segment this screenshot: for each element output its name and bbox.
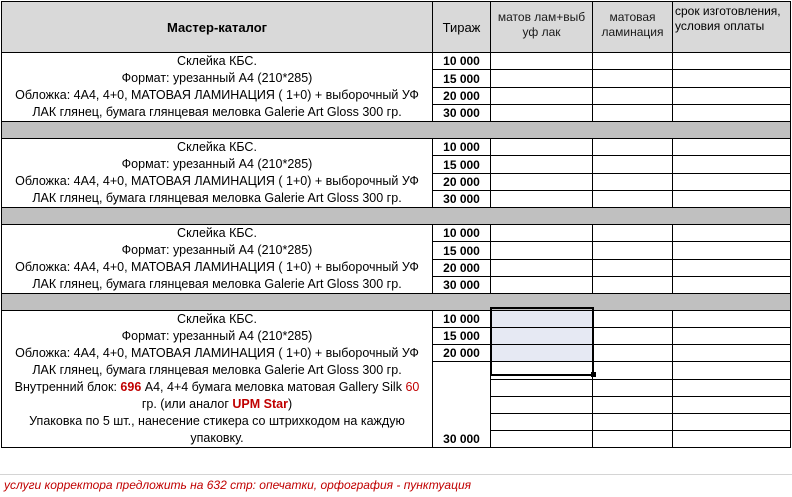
block-3-row-1 [2,225,791,242]
price-cell[interactable] [593,379,673,396]
qty-cell[interactable] [433,362,491,379]
qty-cell[interactable]: 10 000 [433,53,491,70]
block-3-line-2: Формат: урезанный А4 (210*285) [121,243,313,257]
price-cell[interactable] [593,190,673,207]
price-cell[interactable] [673,276,791,293]
separator-row [2,294,791,311]
block-2-line-3: Обложка: 4А4, 4+0, МАТОВАЯ ЛАМИНАЦИЯ ( 1+0) + выборочный УФ [15,174,419,188]
price-cell[interactable] [593,328,673,345]
block-2-line-4: ЛАК глянец, бумага глянцевая меловка Galerie Art Gloss 300 гр. [32,191,402,205]
block-3-line-1: Склейка КБС. [177,226,257,240]
block-4-line-1: Склейка КБС. [177,312,257,326]
price-cell[interactable] [593,104,673,121]
price-cell[interactable] [673,190,791,207]
price-cell[interactable] [593,276,673,293]
separator-row [2,122,791,139]
block-2-row-1 [2,139,791,156]
qty-cell[interactable]: 15 000 [433,70,491,87]
header-mat-lam-uv[interactable]: матов лам+выб уф лак [491,2,593,53]
price-cell[interactable] [673,379,791,396]
block-1-line-4: ЛАК глянец, бумага глянцевая меловка Galerie Art Gloss 300 гр. [32,105,402,119]
qty-cell[interactable]: 15 000 [433,242,491,259]
price-cell[interactable] [593,156,673,173]
price-cell[interactable] [491,87,593,104]
block-1-line-2: Формат: урезанный А4 (210*285) [121,71,313,85]
price-cell[interactable] [673,225,791,242]
qty-cell[interactable]: 20 000 [433,259,491,276]
price-cell[interactable] [593,259,673,276]
price-cell[interactable] [491,413,593,430]
qty-cell[interactable]: 15 000 [433,156,491,173]
price-table [1,1,791,448]
price-cell[interactable] [593,413,673,430]
price-cell[interactable] [491,362,593,379]
price-cell[interactable] [593,173,673,190]
qty-cell[interactable]: 20 000 [433,87,491,104]
fill-handle[interactable] [591,372,596,377]
qty-cell[interactable] [433,413,491,430]
qty-cell[interactable]: 30 000 [433,430,491,447]
price-cell[interactable] [491,379,593,396]
header-title[interactable]: Мастер-каталог [2,2,433,53]
block-4-line-7: Упаковка по 5 шт., нанесение стикера со штрихкодом на каждую [29,414,405,428]
price-cell-selected[interactable] [491,328,593,345]
price-cell[interactable] [673,328,791,345]
block-4-description[interactable] [2,311,433,448]
block-4-line-6: гр. (или аналог UPM Star) [141,397,293,411]
header-row [2,2,791,53]
block-4-line-3: Обложка: 4А4, 4+0, МАТОВАЯ ЛАМИНАЦИЯ ( 1+0) + выборочный УФ [15,346,419,360]
block-4-line-4: ЛАК глянец, бумага глянцевая меловка Galerie Art Gloss 300 гр. [32,363,402,377]
price-cell[interactable] [491,225,593,242]
block-2-description[interactable] [2,139,433,208]
block-2-line-2: Формат: урезанный А4 (210*285) [121,157,313,171]
price-cell[interactable] [491,173,593,190]
qty-cell[interactable]: 10 000 [433,311,491,328]
qty-cell[interactable]: 30 000 [433,276,491,293]
qty-cell[interactable]: 10 000 [433,139,491,156]
price-cell[interactable] [593,430,673,447]
price-cell[interactable] [593,311,673,328]
footer-note[interactable]: услуги корректора предложить на 632 стр: опечатки, орфография - пунктуация [4,478,472,492]
price-cell[interactable] [491,396,593,413]
price-cell[interactable] [673,156,791,173]
header-srok[interactable]: срок изготовления, условия оплаты [673,2,791,53]
separator-row [2,208,791,225]
price-cell[interactable] [673,173,791,190]
price-cell[interactable] [491,276,593,293]
qty-cell[interactable]: 20 000 [433,345,491,362]
price-cell[interactable] [491,104,593,121]
price-cell[interactable] [593,396,673,413]
price-cell[interactable] [673,396,791,413]
block-4-line-2: Формат: урезанный А4 (210*285) [121,329,313,343]
price-cell[interactable] [593,53,673,70]
block-4-line-5: Внутренний блок: 696 А4, 4+4 бумага меловка матовая Gallery Silk 60 [14,380,420,394]
paper-brand: UPM Star [232,397,288,411]
paper-weight: 60 [405,380,420,394]
price-cell[interactable] [491,430,593,447]
price-cell[interactable] [491,156,593,173]
qty-cell[interactable]: 10 000 [433,225,491,242]
price-cell[interactable] [593,345,673,362]
price-cell[interactable] [673,413,791,430]
qty-cell[interactable]: 30 000 [433,104,491,121]
block-4-line-8: упаковку. [190,431,244,445]
header-tirazh[interactable]: Тираж [433,2,491,53]
block-1-line-1: Склейка КБС. [177,54,257,68]
price-cell[interactable] [673,139,791,156]
qty-cell[interactable]: 15 000 [433,328,491,345]
price-cell-selected[interactable] [491,345,593,362]
price-cell[interactable] [673,259,791,276]
price-cell[interactable] [593,87,673,104]
gridline [0,474,792,475]
price-cell[interactable] [673,242,791,259]
block-3-description[interactable] [2,225,433,294]
price-cell[interactable] [673,362,791,379]
page-count: 696 [120,380,142,394]
price-cell[interactable] [673,70,791,87]
price-cell[interactable] [593,242,673,259]
block-4-row-1 [2,311,791,328]
header-mat-lam[interactable]: матовая ламинация [593,2,673,53]
price-cell[interactable] [673,104,791,121]
block-3-line-4: ЛАК глянец, бумага глянцевая меловка Galerie Art Gloss 300 гр. [32,277,402,291]
price-cell[interactable] [673,87,791,104]
block-3-line-3: Обложка: 4А4, 4+0, МАТОВАЯ ЛАМИНАЦИЯ ( 1+0) + выборочный УФ [15,260,419,274]
price-cell[interactable] [593,139,673,156]
block-1-row-1 [2,53,791,70]
price-cell[interactable] [593,362,673,379]
price-cell[interactable] [593,70,673,87]
price-cell[interactable] [491,70,593,87]
qty-cell[interactable]: 30 000 [433,190,491,207]
price-cell[interactable] [673,345,791,362]
price-cell[interactable] [491,139,593,156]
price-cell[interactable] [593,225,673,242]
qty-cell[interactable]: 20 000 [433,173,491,190]
block-2-line-1: Склейка КБС. [177,140,257,154]
price-cell[interactable] [491,242,593,259]
price-cell[interactable] [673,311,791,328]
qty-cell[interactable] [433,379,491,396]
price-cell[interactable] [673,430,791,447]
qty-cell[interactable] [433,396,491,413]
price-cell[interactable] [491,259,593,276]
price-cell[interactable] [491,190,593,207]
price-cell[interactable] [491,53,593,70]
price-cell[interactable] [673,53,791,70]
block-1-description[interactable] [2,53,433,122]
block-1-line-3: Обложка: 4А4, 4+0, МАТОВАЯ ЛАМИНАЦИЯ ( 1+0) + выборочный УФ [15,88,419,102]
price-cell-selected[interactable] [491,311,593,328]
